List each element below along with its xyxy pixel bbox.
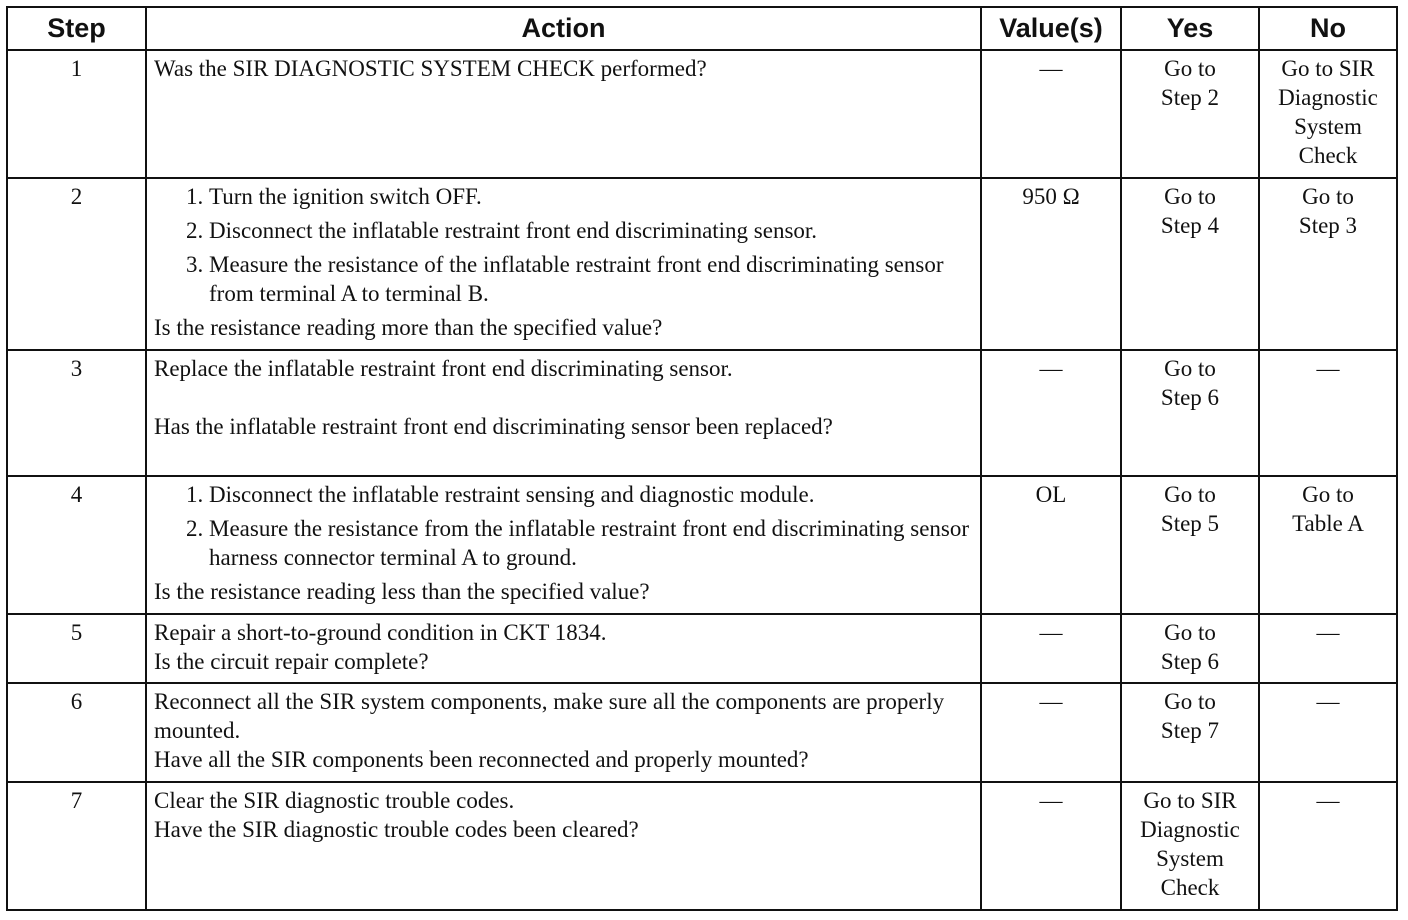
- table-row: [7, 178, 1397, 350]
- header-step: Step: [7, 7, 146, 50]
- step-number: 2: [7, 178, 146, 350]
- header-action: Action: [146, 7, 981, 50]
- action-step-item: 3. Measure the resistance of the inflatable restraint front end discriminating sensor from terminal A to terminal B.: [209, 250, 973, 308]
- yes-cell: Go to Step 6: [1121, 614, 1259, 683]
- table-row: [7, 476, 1397, 614]
- action-question: Have the SIR diagnostic trouble codes been cleared?: [154, 817, 639, 842]
- action-text: Reconnect all the SIR system components, make sure all the components are properly mounted.: [154, 689, 945, 743]
- header-yes: Yes: [1121, 7, 1259, 50]
- action-cell: [146, 782, 981, 910]
- value-cell: 950 Ω: [981, 178, 1121, 350]
- action-text: Repair a short-to-ground condition in CKT 1834.: [154, 620, 607, 645]
- action-cell: [146, 614, 981, 683]
- value-cell: —: [981, 782, 1121, 910]
- step-number: 4: [7, 476, 146, 614]
- no-cell: Go to Table A: [1259, 476, 1397, 614]
- step-number: 1: [7, 50, 146, 178]
- yes-cell: Go to Step 5: [1121, 476, 1259, 614]
- action-question: Is the resistance reading less than the specified value?: [154, 579, 650, 604]
- action-step-item: 1. Turn the ignition switch OFF.: [209, 182, 973, 211]
- step-number: 3: [7, 350, 146, 476]
- no-cell: —: [1259, 350, 1397, 476]
- no-cell: —: [1259, 683, 1397, 782]
- table-row: [7, 50, 1397, 178]
- action-text: Was the SIR DIAGNOSTIC SYSTEM CHECK performed?: [154, 56, 707, 81]
- value-cell: —: [981, 50, 1121, 178]
- action-cell: [146, 476, 981, 614]
- action-steps-list: [154, 182, 973, 308]
- header-no: No: [1259, 7, 1397, 50]
- action-step-item: 2. Measure the resistance from the inflatable restraint front end discriminating sensor harness connector terminal A to ground.: [209, 514, 973, 572]
- action-steps-list: [154, 480, 973, 572]
- table-row: [7, 782, 1397, 910]
- table-row: [7, 614, 1397, 683]
- step-number: 5: [7, 614, 146, 683]
- value-cell: OL: [981, 476, 1121, 614]
- table-row: [7, 683, 1397, 782]
- action-cell: [146, 683, 981, 782]
- action-step-item: 1. Disconnect the inflatable restraint sensing and diagnostic module.: [209, 480, 973, 509]
- yes-cell: Go to Step 7: [1121, 683, 1259, 782]
- action-cell: [146, 50, 981, 178]
- no-cell: Go to Step 3: [1259, 178, 1397, 350]
- value-cell: —: [981, 683, 1121, 782]
- paragraph-gap: [154, 383, 973, 412]
- diagnostic-table: [6, 6, 1398, 911]
- yes-cell: Go to Step 4: [1121, 178, 1259, 350]
- value-cell: —: [981, 614, 1121, 683]
- step-number: 6: [7, 683, 146, 782]
- no-cell: Go to SIR Diagnostic System Check: [1259, 50, 1397, 178]
- action-question: Has the inflatable restraint front end discriminating sensor been replaced?: [154, 414, 833, 439]
- yes-cell: Go to SIR Diagnostic System Check: [1121, 782, 1259, 910]
- action-question: Have all the SIR components been reconnected and properly mounted?: [154, 747, 809, 772]
- action-question: Is the resistance reading more than the specified value?: [154, 315, 663, 340]
- no-cell: —: [1259, 782, 1397, 910]
- table-row: [7, 350, 1397, 476]
- action-cell: [146, 350, 981, 476]
- step-number: 7: [7, 782, 146, 910]
- value-cell: —: [981, 350, 1121, 476]
- action-question: Is the circuit repair complete?: [154, 649, 429, 674]
- header-row: [7, 7, 1397, 50]
- yes-cell: Go to Step 2: [1121, 50, 1259, 178]
- yes-cell: Go to Step 6: [1121, 350, 1259, 476]
- action-step-item: 2. Disconnect the inflatable restraint front end discriminating sensor.: [209, 216, 973, 245]
- action-text: Clear the SIR diagnostic trouble codes.: [154, 788, 515, 813]
- no-cell: —: [1259, 614, 1397, 683]
- action-text: Replace the inflatable restraint front end discriminating sensor.: [154, 356, 733, 381]
- header-values: Value(s): [981, 7, 1121, 50]
- action-cell: [146, 178, 981, 350]
